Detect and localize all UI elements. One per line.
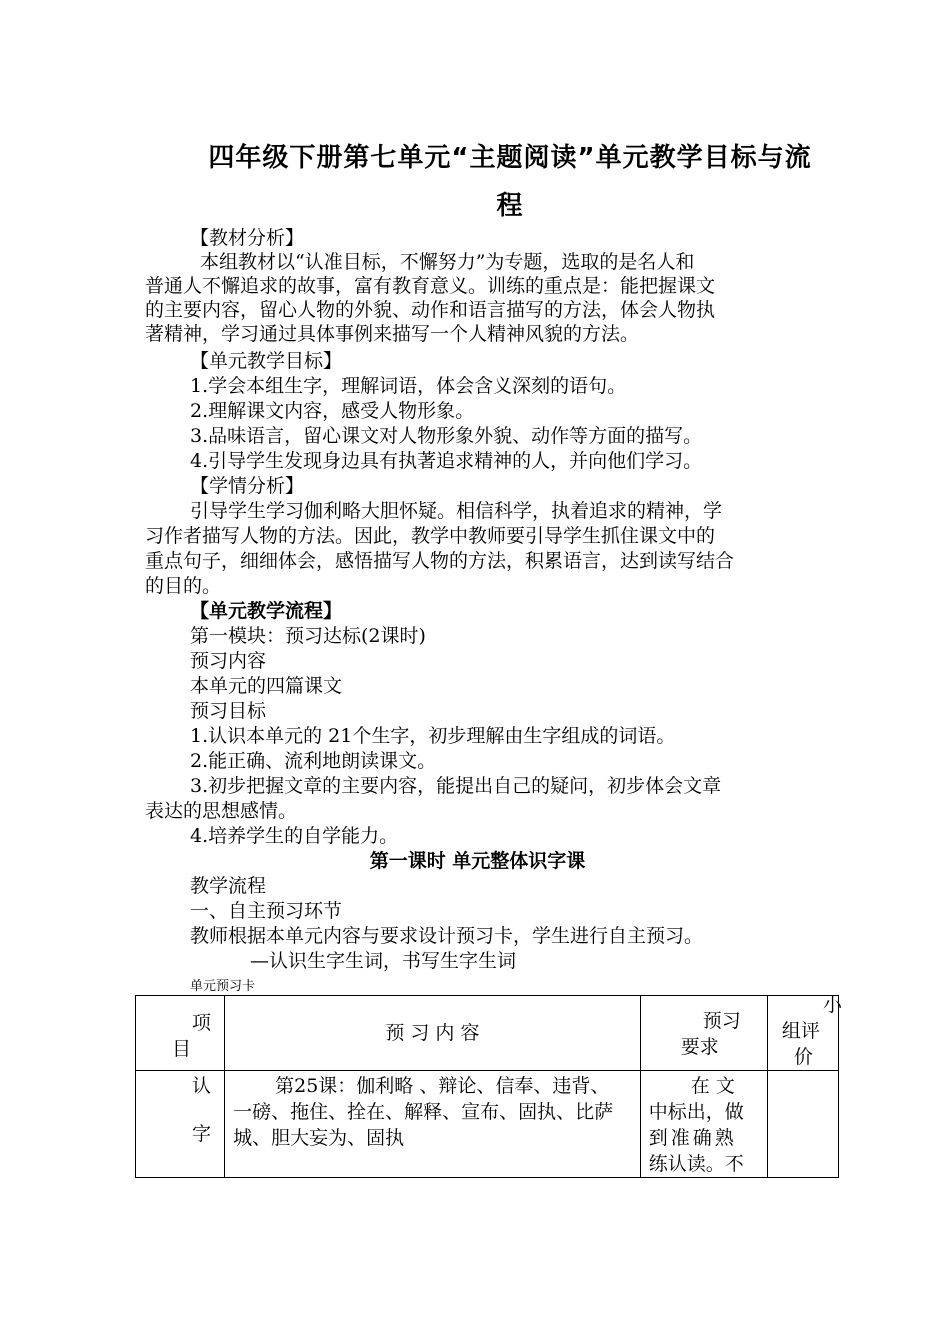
row-content: 第25课：伽利略 、辩论、信奉、违背、 一磅、拖住、拴在、解释、宣布、固执、比萨 城、胆大妄为、固执 — [225, 1071, 641, 1178]
section-header-analysis: 【学情分析】 — [190, 475, 305, 497]
paragraph-line: 著精神，学习通过具体事例来描写一个人精神风貌的方法。 — [145, 323, 640, 345]
header-requirement: 预习 要求 — [640, 996, 767, 1071]
lesson-line: 教学流程 — [190, 875, 267, 897]
flow-line: 本单元的四篇课文 — [190, 675, 343, 697]
row-requirement: 在 文 中标出，做 到准确熟 练认读。不 — [640, 1071, 767, 1178]
goal-item: 2.理解课文内容，感受人物形象。 — [190, 400, 475, 422]
flow-line: 1.认识本单元的 21个生字，初步理解由生字组成的词语。 — [190, 725, 676, 747]
flow-line: 预习目标 — [190, 700, 267, 722]
paragraph-line: 习作者描写人物的方法。因此，教学中教师要引导学生抓住课文中的 — [145, 525, 716, 547]
lesson-title: 第一课时 单元整体识字课 — [369, 850, 586, 872]
paragraph-line: 的目的。 — [145, 575, 222, 597]
flow-line: 3.初步把握文章的主要内容，能提出自己的疑问，初步体会文章 — [190, 775, 722, 797]
paragraph-line: 重点句子，细细体会，感悟描写人物的方法，积累语言，达到读写结合 — [145, 550, 735, 572]
card-caption: 单元预习卡 — [190, 979, 256, 994]
lesson-line: —认识生字生词，书写生字生词 — [250, 950, 517, 972]
header-content: 预 习 内 容 — [225, 996, 641, 1071]
paragraph-line: 引导学生学习伽利略大胆怀疑。相信科学，执着追求的精神，学 — [190, 500, 723, 522]
header-evaluation: 小 组评 价 — [767, 996, 838, 1071]
goal-item: 3.品味语言，留心课文对人物形象外貌、动作等方面的描写。 — [190, 425, 703, 447]
header-item: 项 目 — [136, 996, 225, 1071]
section-header-flow: 【单元教学流程】 — [190, 600, 343, 622]
flow-line: 4.培养学生的自学能力。 — [190, 825, 399, 847]
paragraph-line: 本组教材以“认准目标，不懈努力”为专题，选取的是名人和 — [200, 251, 695, 273]
flow-line: 表达的思想感情。 — [145, 800, 298, 822]
flow-line: 预习内容 — [190, 650, 267, 672]
table-row — [136, 1071, 839, 1178]
row-item: 认 字 — [136, 1071, 225, 1178]
paragraph-line: 普通人不懈追求的故事，富有教育意义。训练的重点是：能把握课文 — [145, 275, 716, 297]
page-title: 四年级下册第七单元“主题阅读”单元教学目标与流 — [208, 143, 812, 173]
lesson-line: 一、自主预习环节 — [190, 900, 343, 922]
page-title-cont: 程 — [496, 191, 524, 221]
flow-line: 2.能正确、流利地朗读课文。 — [190, 750, 437, 772]
flow-line: 第一模块：预习达标(2课时) — [190, 625, 426, 647]
lesson-line: 教师根据本单元内容与要求设计预习卡，学生进行自主预习。 — [190, 925, 704, 947]
paragraph-line: 的主要内容，留心人物的外貌、动作和语言描写的方法，体会人物执 — [145, 299, 716, 321]
section-header-materials: 【教材分析】 — [190, 227, 305, 249]
goal-item: 1.学会本组生字，理解词语，体会含义深刻的语句。 — [190, 375, 627, 397]
section-header-goals: 【单元教学目标】 — [190, 350, 343, 372]
table-header-row — [136, 996, 839, 1071]
goal-item: 4.引导学生发现身边具有执著追求精神的人，并向他们学习。 — [190, 450, 703, 472]
preview-card-table — [135, 994, 842, 1178]
row-evaluation — [767, 1071, 838, 1178]
